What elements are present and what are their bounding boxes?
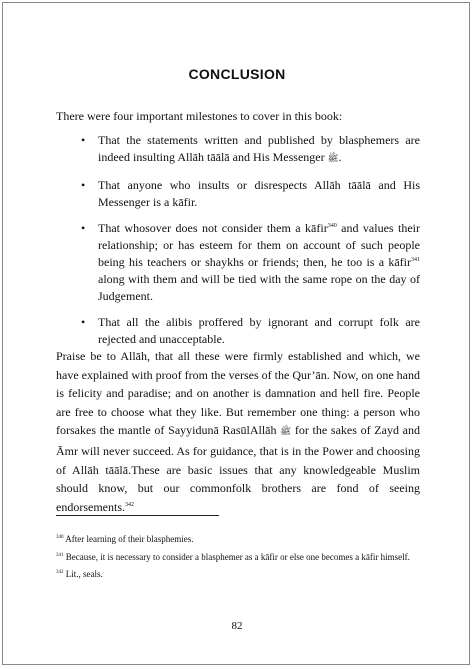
footnote-ref[interactable]: 341 — [411, 257, 420, 263]
intro-sentence: There were four important milestones to cover in this book: — [56, 109, 343, 123]
footnote: $^{341}$ Because, it is necessary to consider a blasphemer as a kāfir or else one becomes a kāfir himself. — [56, 551, 410, 562]
bullet-icon: • — [81, 133, 86, 147]
footnote-number: 341 — [56, 552, 64, 558]
bullet-icon: • — [81, 315, 86, 329]
bullet-icon: • — [81, 221, 86, 235]
footnote: $^{342}$ Lit., seals. — [56, 569, 103, 579]
footnotes — [56, 533, 420, 586]
footnote-number: 342 — [56, 570, 64, 575]
footnote-ref[interactable]: 342 — [124, 501, 134, 508]
body-paragraph: Praise be to Allāh, that all these were firmly established and which, we have explained with proof from the verses of the Qur’ān. Now, on one hand is felicity and paradise; and on another is damnation and hell fire. People are free to choose what they like. But remember one thing: a person who forsakes the mantle of Sayyidunā RasūlAllāh ﷺ for the sakes of Zayd and Āmr will never succeed. As for guidance, that is in the Power and choosing of Allāh tāālā.These are basic issues that any knowledgeable Muslim should know, but our commonfolk brothers are fond of seeing endorsements.$^{342}$ — [56, 349, 421, 514]
page-title: CONCLUSION — [188, 66, 286, 82]
salawat-icon: ﷺ — [327, 154, 339, 164]
list-item: • That anyone who insults or disrespects Allāh tāālā and His Messenger is a kāfir. — [81, 178, 420, 209]
page-number: 82 — [231, 620, 243, 632]
footnote-ref[interactable]: 340 — [327, 223, 337, 229]
footnote: $^{340}$ After learning of their blasphemies. — [56, 534, 194, 544]
salawat-icon: ﷺ — [280, 427, 292, 438]
footnote-number: 340 — [56, 535, 64, 540]
bullet-icon: • — [81, 178, 86, 192]
list-item: • That the statements written and published by blasphemers are indeed insulting Allāh tāālā and His Messenger ﷺ. — [81, 133, 420, 164]
list-item: • That whosover does not consider them a kāfir$^{340}$ and values their relationship; or has esteem for them on account of such people being his teachers or shaykhs or friends; then, he too is a kāfir$^{341}$ along with them and will be tied with the same rope on the day of Judgement. — [81, 221, 420, 303]
footnote-divider — [56, 515, 219, 516]
list-item: • That all the alibis proffered by ignorant and corrupt folk are rejected and unacceptable. — [81, 315, 420, 346]
milestones-list — [56, 132, 420, 357]
